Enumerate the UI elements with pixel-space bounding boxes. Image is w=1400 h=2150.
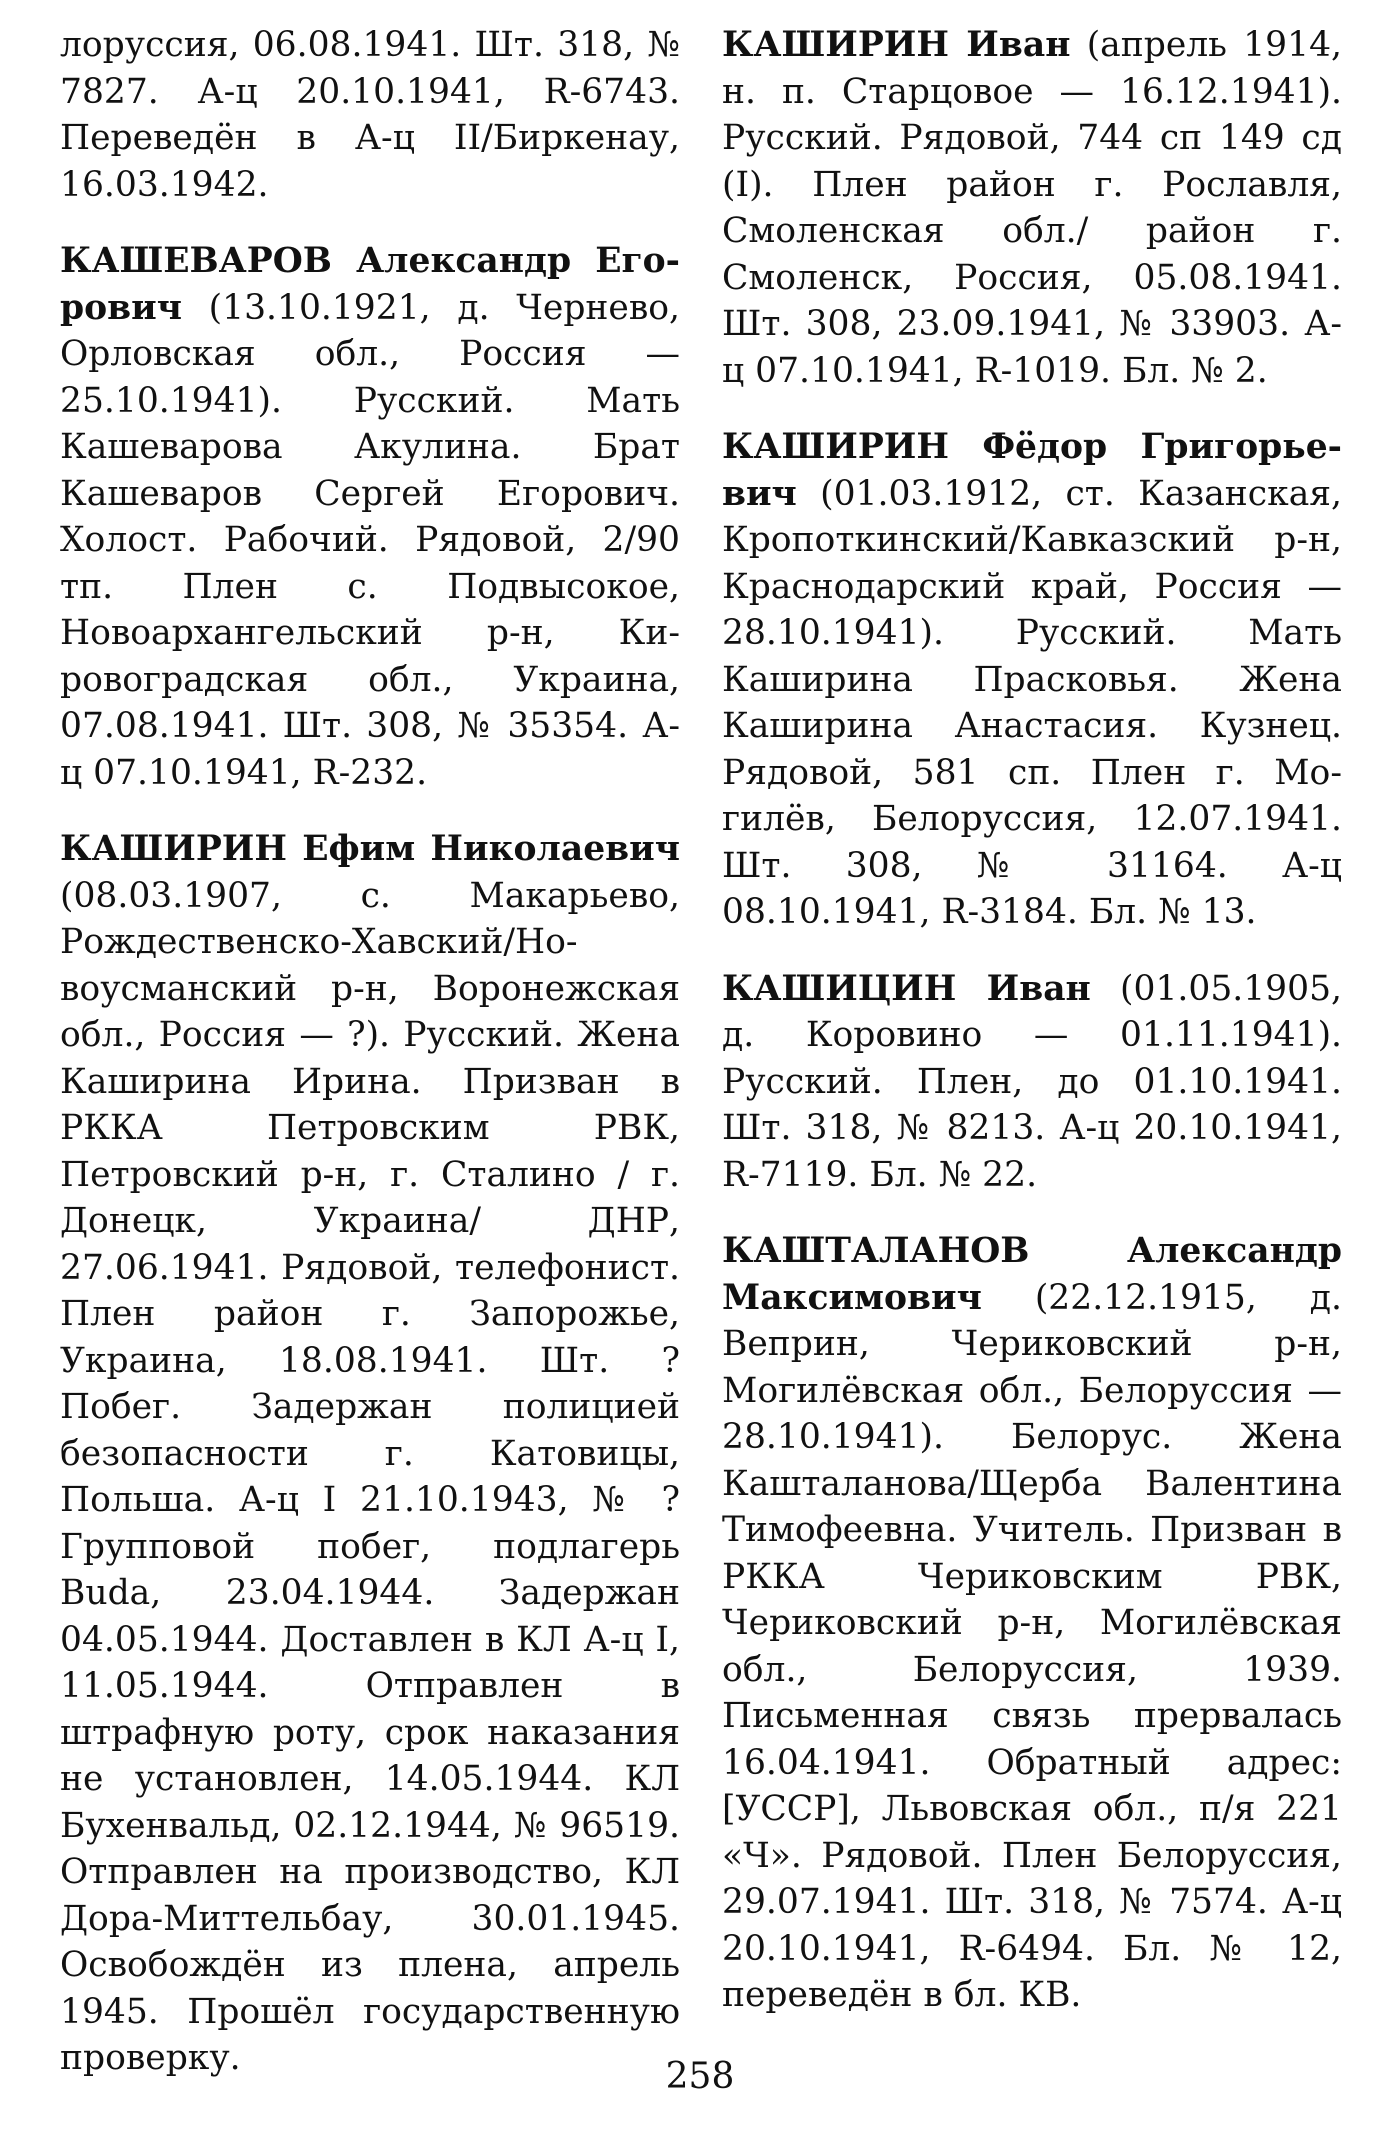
entry-heading: КАШЕВАРОВ Александр Егорович — [60, 241, 680, 328]
entry-heading: КАШИРИН Фёдор Григорьевич — [722, 427, 1342, 514]
entry-text: (22.12.1915, д. Веприн, Чериковский р-н, Могилёвская обл., Белоруссия — 28.10.1941). Белорус. Жена Кашталанова/Щерба Валентина Тимофеевна. Учитель. Призван в РККА Чериковским РВК, Чериковский р-н, Могилёвская обл., Белоруссия, 1939. Письменная связь прервалась 16.04.1941. Обратный адрес: [УССР], Львовская обл., п/я 221 «Ч». Рядовой. Плен Белоруссия, 29.07.1941. Шт. 318, № 7574. А-ц 20.10.1941, R-6494. Бл. № 12, переведён в бл. КВ. — [722, 1277, 1342, 2015]
entry-text: (08.03.1907, с. Макарьево, Рождественско-Хавский/Новоусманский р-н, Воронежская обл., Россия — ?). Русский. Жена Каширина Ирина. Призван в РККА Петровским РВК, Петровский р-н, г. Сталино / г. Донецк, Украина/ ДНР, 27.06.1941. Рядовой, телефонист. Плен район г. Запорожье, Украина, 18.08.1941. Шт. ? Побег. Задержан полицией безопасности г. Катовицы, Польша. А-ц I 21.10.1943, № ? Групповой побег, подлагерь Buda, 23.04.1944. Задержан 04.05.1944. Доставлен в КЛ А-ц I, 11.05.1944. Отправлен в штрафную роту, срок наказания не установлен, 14.05.1944. КЛ Бухенвальд, 02.12.1944, № 96519. Отправлен на производство, КЛ Дора-Миттельбау, 30.01.1945. Освобождён из плена, апрель 1945. Прошёл государственную проверку. — [60, 875, 680, 2078]
entry-kashirin-efim — [60, 826, 680, 2082]
entry-text: (01.03.1912, ст. Казанская, Кропоткинский/Кавказский р-н, Краснодарский край, Россия — 28.10.1941). Русский. Мать Каширина Прасковья. Жена Каширина Анастасия. Кузнец. Рядовой, 581 сп. Плен г. Могилёв, Белоруссия, 12.07.1941. Шт. 308, № 31164. А-ц 08.10.1941, R-3184. Бл. № 13. — [722, 473, 1342, 932]
entry-text: лоруссия, 06.08.1941. Шт. 318, № 7827. А-ц 20.10.1941, R-6743. Переведён в А-ц II/Биркенау, 16.03.1942. — [60, 25, 680, 205]
entry-kashirin-fedor — [722, 424, 1342, 936]
entry-text: (13.10.1921, д. Чернево, Орловская обл., Россия — 25.10.1941). Русский. Мать Кашеварова Акулина. Брат Кашеваров Сергей Егорович. Холост. Рабочий. Рядовой, 2/90 тп. Плен с. Подвысокое, Новоархангельский р-н, Кировоградская обл., Украина, 07.08.1941. Шт. 308, № 35354. А-ц 07.10.1941, R-232. — [60, 287, 680, 793]
entry-continuation — [60, 22, 680, 208]
entry-text: (апрель 1914, н. п. Старцовое — 16.12.1941). Русский. Рядовой, 744 сп 149 сд (I). Плен район г. Рославля, Смоленская обл./ район г. Смоленск, Россия, 05.08.1941. Шт. 308, 23.09.1941, № 33903. А-ц 07.10.1941, R-1019. Бл. № 2. — [722, 25, 1342, 391]
page-number: 258 — [665, 2056, 735, 2097]
entry-text: (01.05.1905, д. Коровино — 01.11.1941). Русский. Плен, до 01.10.1941. Шт. 318, № 8213. А-ц 20.10.1941, R-7119. Бл. № 22. — [722, 968, 1342, 1195]
entry-kashirin-ivan — [722, 22, 1342, 394]
entry-heading: КАШИРИН Ефим Николаевич — [60, 829, 680, 869]
entry-kashtalanov-aleksandr — [722, 1228, 1342, 2019]
entry-heading: КАШИЦИН Иван — [722, 968, 1091, 1009]
entry-kashevarov-aleksandr — [60, 238, 680, 796]
entry-heading: КАШТАЛАНОВ Александр Максимович — [722, 1231, 1342, 1318]
entry-heading: КАШИРИН Иван — [722, 25, 1071, 65]
right-column — [722, 22, 1342, 2049]
entry-kashitsin-ivan — [722, 966, 1342, 1199]
left-column — [60, 22, 680, 2112]
